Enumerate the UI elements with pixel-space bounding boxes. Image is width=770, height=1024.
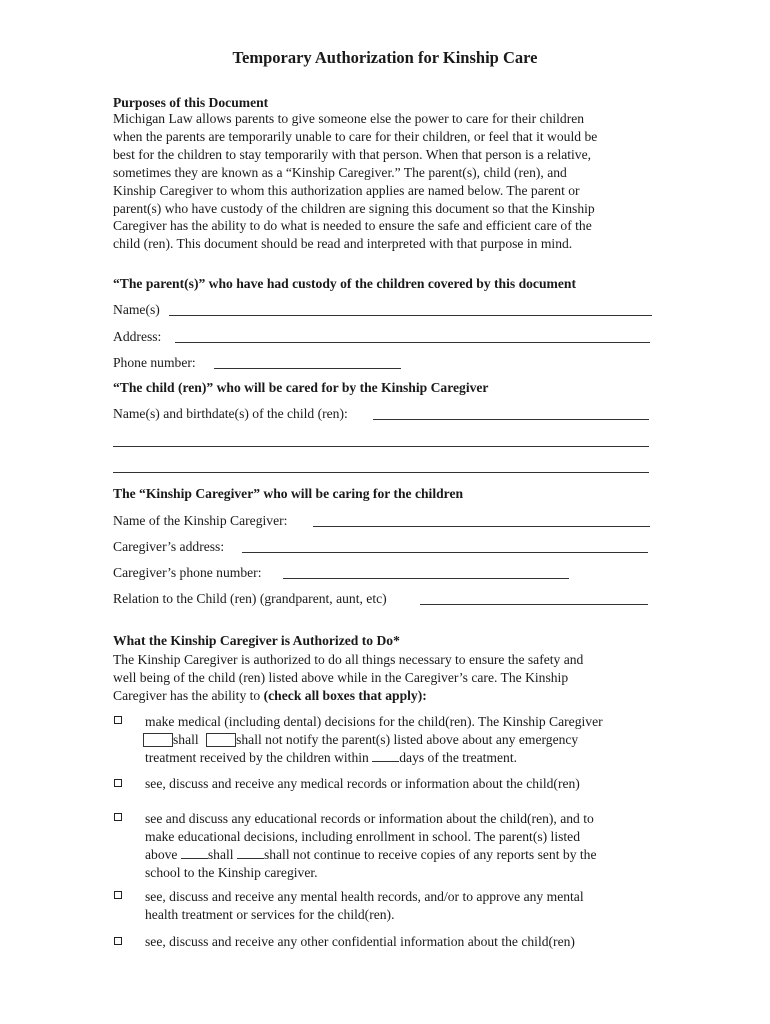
- purposes-line: sometimes they are known as a “Kinship Caregiver.” The parent(s), child (ren), and: [113, 164, 567, 180]
- caregiver-relation-field[interactable]: [420, 604, 648, 605]
- children-names-field-3[interactable]: [113, 472, 649, 473]
- medical-decisions-checkbox[interactable]: [114, 716, 122, 724]
- medical-line: make medical (including dental) decisions for the child(ren). The Kinship Caregiver: [145, 714, 603, 729]
- children-names-field[interactable]: [373, 419, 649, 420]
- medical-line: [145, 749, 603, 767]
- medical-line-a: treatment received by the children within: [145, 749, 373, 765]
- parents-address-label: Address:: [113, 329, 162, 344]
- parents-phone-field[interactable]: [214, 368, 401, 369]
- parents-phone-label: Phone number:: [113, 355, 196, 370]
- notify-shall-blank[interactable]: [143, 733, 173, 747]
- parents-address-field[interactable]: [175, 342, 650, 343]
- parents-heading: “The parent(s)” who have had custody of the children covered by this document: [113, 276, 576, 291]
- purposes-line: parent(s) who have custody of the children are signing this document so that the Kinship: [113, 200, 595, 216]
- educational-line-a: above: [145, 846, 181, 862]
- caregiver-heading: The “Kinship Caregiver” who will be caring for the children: [113, 486, 464, 501]
- educational-checkbox[interactable]: [114, 813, 122, 821]
- parents-name-label: Name(s): [113, 302, 160, 317]
- medical-line-b: days of the treatment.: [399, 749, 518, 765]
- confidential-text: [145, 933, 575, 951]
- medical-records-text: [145, 775, 580, 793]
- educational-line: [145, 846, 597, 864]
- children-names-field-2[interactable]: [113, 446, 649, 447]
- notify-shall-not-blank[interactable]: [206, 733, 236, 747]
- purposes-heading: Purposes of this Document: [113, 95, 269, 110]
- caregiver-address-label: Caregiver’s address:: [113, 539, 225, 554]
- purposes-line: Kinship Caregiver to whom this authorization applies are named below. The parent or: [113, 182, 580, 198]
- mental-health-checkbox[interactable]: [114, 891, 122, 899]
- confidential-line: see, discuss and receive any other confidential information about the child(ren): [145, 934, 575, 949]
- authorized-line-prefix: Caregiver has the ability to: [113, 687, 264, 703]
- educational-line: school to the Kinship caregiver.: [145, 864, 318, 880]
- purposes-paragraph: [113, 110, 597, 253]
- purposes-line: child (ren). This document should be read and interpreted with that purpose in mind.: [113, 236, 573, 252]
- authorized-line: The Kinship Caregiver is authorized to do all things necessary to ensure the safety and: [113, 652, 584, 667]
- purposes-line: Caregiver has the ability to do what is needed to ensure the safe and efficient care of the: [113, 218, 592, 234]
- mental-health-line: health treatment or services for the child(ren).: [145, 906, 395, 922]
- reports-shall-not-blank[interactable]: [237, 847, 264, 859]
- reports-shall-blank[interactable]: [181, 847, 208, 859]
- purposes-line: when the parents are temporarily unable to care for their children, or feel that it would be: [113, 128, 598, 144]
- authorized-line-emphasis: (check all boxes that apply):: [263, 687, 427, 703]
- caregiver-name-label: Name of the Kinship Caregiver:: [113, 513, 288, 528]
- purposes-line: best for the children to stay temporarily with that person. When that person is a relative,: [113, 146, 592, 162]
- educational-text: [145, 810, 597, 882]
- caregiver-phone-label: Caregiver’s phone number:: [113, 565, 262, 580]
- educational-line: see and discuss any educational records or information about the child(ren), and to: [145, 811, 594, 826]
- authorized-paragraph: [113, 651, 583, 705]
- children-heading: “The child (ren)” who will be cared for by the Kinship Caregiver: [113, 380, 489, 395]
- purposes-line: Michigan Law allows parents to give someone else the power to care for their children: [113, 111, 585, 126]
- mental-health-text: [145, 888, 584, 924]
- caregiver-address-field[interactable]: [242, 552, 648, 553]
- authorized-line: well being of the child (ren) listed above while in the Caregiver’s care. The Kinship: [113, 669, 569, 685]
- educational-line-b: shall: [207, 846, 237, 862]
- parents-name-field[interactable]: [169, 315, 652, 316]
- caregiver-name-field[interactable]: [313, 526, 650, 527]
- confidential-checkbox[interactable]: [114, 937, 122, 945]
- medical-line-rest: shall not notify the parent(s) listed above about any emergency: [236, 731, 579, 747]
- educational-line-c: shall not continue to receive copies of any reports sent by the: [263, 846, 597, 862]
- educational-line: make educational decisions, including enrollment in school. The parent(s) listed: [145, 828, 581, 844]
- children-names-label: Name(s) and birthdate(s) of the child (ren):: [113, 406, 348, 421]
- mental-health-line: see, discuss and receive any mental health records, and/or to approve any mental: [145, 889, 584, 904]
- shall-label: shall: [173, 731, 199, 747]
- medical-line: [143, 731, 603, 749]
- caregiver-phone-field[interactable]: [283, 578, 569, 579]
- medical-decisions-text: [145, 713, 603, 767]
- authorized-line: [113, 687, 583, 705]
- caregiver-relation-label: Relation to the Child (ren) (grandparent, aunt, etc): [113, 591, 387, 606]
- document-title: Temporary Authorization for Kinship Care: [232, 48, 538, 67]
- authorized-heading: What the Kinship Caregiver is Authorized to Do*: [113, 633, 400, 648]
- medical-records-line: see, discuss and receive any medical records or information about the child(ren): [145, 776, 580, 791]
- days-blank[interactable]: [372, 750, 399, 762]
- medical-records-checkbox[interactable]: [114, 779, 122, 787]
